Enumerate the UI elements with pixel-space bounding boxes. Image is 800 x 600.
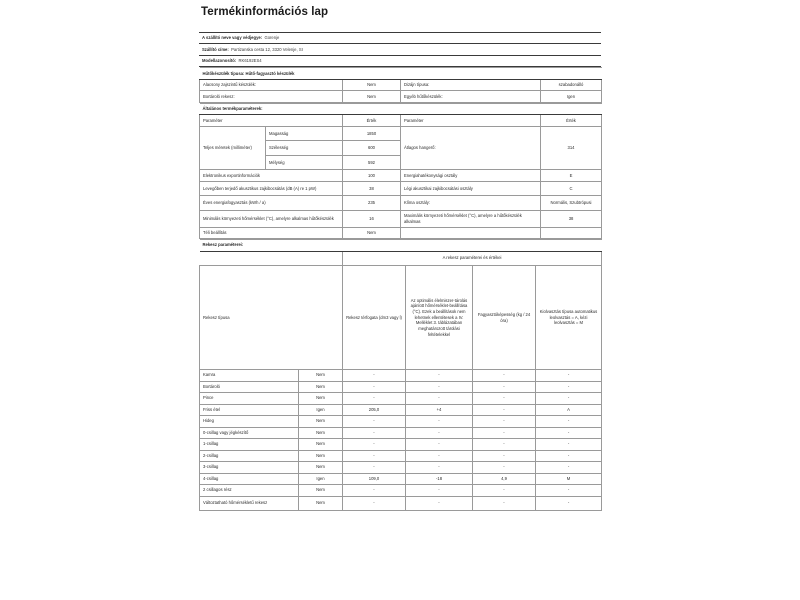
compartment-defrost: -: [536, 370, 602, 382]
compartment-present: Nem: [299, 416, 343, 428]
table-row: [199, 32, 601, 44]
supplier-address-value: Partizanska cesta 12, 3320 Velenje, SI: [231, 46, 303, 52]
compartment-volume: -: [343, 427, 406, 439]
table-row: [200, 79, 602, 91]
appliance-type-table: [199, 67, 602, 103]
table-header-row: [200, 115, 602, 127]
compartment-defrost: -: [536, 427, 602, 439]
supplier-name-value: Gorenje: [264, 35, 280, 41]
dimension-height-value: 1850: [343, 126, 401, 141]
compartment-defrost: -: [536, 439, 602, 451]
section-header-row: [200, 68, 602, 80]
compartment-present: Igen: [299, 404, 343, 416]
section-header-row: [200, 103, 602, 115]
compartment-present: Nem: [299, 496, 343, 511]
column-header-parameter-left: Paraméter: [200, 115, 343, 127]
product-information-sheet: [199, 0, 601, 511]
compartment-defrost: -: [536, 485, 602, 497]
model-identifier-value: RK6192ES4: [238, 58, 262, 64]
supplier-address-label: Szállító címe:: [202, 46, 229, 52]
design-type-value: szabadonálló: [541, 79, 602, 91]
model-identifier-label: Modellazonosító:: [202, 58, 237, 64]
compartment-freezing: -: [473, 416, 536, 428]
compartment-freezing: -: [473, 450, 536, 462]
column-header-defrost-type: Kiolvasztás típusa automatikus leolvasztás = A, kézi leolvasztás = M: [536, 266, 602, 370]
table-row: [199, 44, 601, 56]
general-parameters-table: [199, 103, 602, 239]
compartment-volume: -: [343, 393, 406, 405]
other-appliance-value: Igen: [541, 91, 602, 103]
max-ambient-temp-value: 38: [541, 210, 602, 227]
winter-setting-value: Nem: [343, 227, 401, 239]
compartment-volume: -: [343, 439, 406, 451]
compartment-volume: -: [343, 370, 406, 382]
compartment-type: 4-csillag: [200, 473, 299, 485]
compartment-temp: -: [406, 427, 473, 439]
compartment-type: Kamra: [200, 370, 299, 382]
winter-setting-empty-label: [401, 227, 541, 239]
compartment-freezing: -: [473, 393, 536, 405]
compartment-present: Nem: [299, 439, 343, 451]
supplier-address-cell: [199, 44, 601, 56]
compartment-defrost: -: [536, 450, 602, 462]
compartment-temp: -: [406, 439, 473, 451]
export-info-label: Elektronikus exportinformációk: [200, 170, 343, 182]
compartment-defrost: -: [536, 393, 602, 405]
supplier-name-cell: [199, 32, 601, 44]
compartment-temp: -: [406, 416, 473, 428]
supplier-name-label: A szállító neve vagy védjegye:: [202, 35, 263, 41]
column-header-volume: Rekesz térfogata (dm3 vagy l): [343, 266, 406, 370]
compartment-freezing: -: [473, 427, 536, 439]
compartment-defrost: -: [536, 462, 602, 474]
climate-class-label: Klíma osztály:: [401, 196, 541, 211]
compartment-present: Nem: [299, 427, 343, 439]
compartment-type: 3-csillag: [200, 462, 299, 474]
dimension-width-value: 600: [343, 141, 401, 156]
compartment-freezing: -: [473, 439, 536, 451]
compartment-freezing: 4,9: [473, 473, 536, 485]
wine-compartment-label: Bortároló rekesz:: [200, 91, 343, 103]
table-row: [200, 181, 602, 196]
compartment-type: Friss étel: [200, 404, 299, 416]
energy-class-label: Energiahatékonysági osztály: [401, 170, 541, 182]
compartment-header-spacer: [200, 251, 343, 266]
annual-energy-value: 235: [343, 196, 401, 211]
compartment-volume: -: [343, 450, 406, 462]
other-appliance-label: Egyéb hűtőkészülék:: [401, 91, 541, 103]
table-row: [200, 126, 602, 141]
compartment-defrost: -: [536, 416, 602, 428]
compartment-type: Bortároló: [200, 381, 299, 393]
low-noise-label: Alacsony zajszintű készülék:: [200, 79, 343, 91]
compartment-defrost: M: [536, 473, 602, 485]
compartment-volume: 109,0: [343, 473, 406, 485]
export-info-value: 100: [343, 170, 401, 182]
average-noise-label: Átlagos hangerő:: [401, 126, 541, 170]
compartment-freezing: -: [473, 462, 536, 474]
table-row: [200, 393, 602, 405]
table-row: [200, 450, 602, 462]
climate-class-value: Normális, Szubtrópusi: [541, 196, 602, 211]
compartment-temp: +4: [406, 404, 473, 416]
compartment-present: Nem: [299, 485, 343, 497]
winter-setting-empty-value: [541, 227, 602, 239]
compartment-temp: -: [406, 450, 473, 462]
compartment-present: Nem: [299, 450, 343, 462]
table-row: [200, 473, 602, 485]
compartment-type: 2-csillag: [200, 450, 299, 462]
compartment-volume: -: [343, 416, 406, 428]
table-header-row: [200, 266, 602, 370]
dimension-depth-label: Mélység: [266, 155, 343, 170]
min-ambient-temp-label: Minimális környezeti hőmérséklet (°C), amelyre alkalmas hűtőkészülék: [200, 210, 343, 227]
noise-class-label: Légi akusztikai zajkibocsátási osztály: [401, 181, 541, 196]
compartment-freezing: -: [473, 370, 536, 382]
airborne-noise-value: 38: [343, 181, 401, 196]
compartment-present: Nem: [299, 370, 343, 382]
table-row: [200, 170, 602, 182]
general-parameters-section-title: Általános termékparaméterek:: [200, 103, 602, 115]
column-header-freezing-capacity: Fagyasztóképesség (kg / 24 óra): [473, 266, 536, 370]
compartment-type: Hideg: [200, 416, 299, 428]
min-ambient-temp-value: 16: [343, 210, 401, 227]
dimension-height-label: Magasság: [266, 126, 343, 141]
compartment-defrost: -: [536, 381, 602, 393]
table-row: [200, 496, 602, 511]
appliance-type-section-title: Hűtőkészülék típusa: Hűtő-fagyasztó készülék: [200, 68, 602, 80]
compartment-temp: -18: [406, 473, 473, 485]
column-header-recommended-temp: Az optimális élelmiszer-tárolás ajánlott hőmérséklet-beállítása (°C). Ezek a beállítások nem lehetnek ellentétesek a IV. Melléklet 3. táblázatában meghatározott tárolási feltételekkel: [406, 266, 473, 370]
dimension-depth-value: 592: [343, 155, 401, 170]
table-row: [199, 55, 601, 67]
compartment-freezing: -: [473, 496, 536, 511]
design-type-label: Dizájn típusa:: [401, 79, 541, 91]
compartment-volume: -: [343, 496, 406, 511]
compartment-freezing: -: [473, 404, 536, 416]
compartment-type: 2 csillagos rész: [200, 485, 299, 497]
table-row: [200, 381, 602, 393]
column-header-value-left: Érték: [343, 115, 401, 127]
column-header-parameter-right: Paraméter: [401, 115, 541, 127]
section-header-row: [200, 240, 602, 252]
compartment-temp: -: [406, 393, 473, 405]
compartment-temp: -: [406, 370, 473, 382]
compartment-type: 0-csillag vagy jégkészítő: [200, 427, 299, 439]
table-row: [200, 462, 602, 474]
compartment-type: Változtatható hőmérsékletű rekesz: [200, 496, 299, 511]
compartment-section-title: Rekesz paraméterei:: [200, 240, 602, 252]
column-header-value-right: Érték: [541, 115, 602, 127]
compartment-group-header: A rekesz paraméterei és értékei: [343, 251, 602, 266]
overall-dimensions-label: Teljes méretek (milliméter): [200, 126, 266, 170]
low-noise-value: Nem: [343, 79, 401, 91]
compartment-temp: -: [406, 485, 473, 497]
table-row: [200, 210, 602, 227]
compartment-type: 1-csillag: [200, 439, 299, 451]
model-identifier-cell: [199, 55, 601, 67]
table-row: [200, 227, 602, 239]
compartment-temp: -: [406, 462, 473, 474]
table-row: [200, 439, 602, 451]
compartment-present: Nem: [299, 393, 343, 405]
compartment-present: Nem: [299, 381, 343, 393]
noise-class-value: C: [541, 181, 602, 196]
winter-setting-label: Téli beállítás: [200, 227, 343, 239]
page-title: Termékinformációs lap: [201, 6, 329, 18]
compartment-present: Nem: [299, 462, 343, 474]
annual-energy-label: Éves energiafogyasztás (kWh / a): [200, 196, 343, 211]
column-header-compartment-type: Rekesz típusa: [200, 266, 343, 370]
compartment-freezing: -: [473, 485, 536, 497]
supplier-table: [199, 32, 601, 68]
max-ambient-temp-label: Maximális környezeti hőmérséklet (°C), amelyre a hűtőkészülék alkalmas: [401, 210, 541, 227]
compartment-freezing: -: [473, 381, 536, 393]
average-noise-value: 314: [541, 126, 602, 170]
dimension-width-label: Szélesség: [266, 141, 343, 156]
compartment-defrost: A: [536, 404, 602, 416]
table-row: [200, 427, 602, 439]
table-row: [200, 91, 602, 103]
compartment-volume: 205,0: [343, 404, 406, 416]
compartment-defrost: -: [536, 496, 602, 511]
compartment-temp: -: [406, 496, 473, 511]
energy-class-value: E: [541, 170, 602, 182]
compartment-present: Igen: [299, 473, 343, 485]
table-header-row: [200, 251, 602, 266]
compartment-type: Pince: [200, 393, 299, 405]
compartment-volume: -: [343, 462, 406, 474]
table-row: [200, 196, 602, 211]
table-row: [200, 404, 602, 416]
compartment-volume: -: [343, 381, 406, 393]
table-row: [200, 416, 602, 428]
table-row: [200, 485, 602, 497]
compartment-parameters-table: [199, 239, 602, 511]
compartment-temp: -: [406, 381, 473, 393]
airborne-noise-label: Levegőben terjedő akusztikus zajkibocsátás (dB (A) re 1 pW): [200, 181, 343, 196]
wine-compartment-value: Nem: [343, 91, 401, 103]
compartment-volume: -: [343, 485, 406, 497]
table-row: [200, 370, 602, 382]
